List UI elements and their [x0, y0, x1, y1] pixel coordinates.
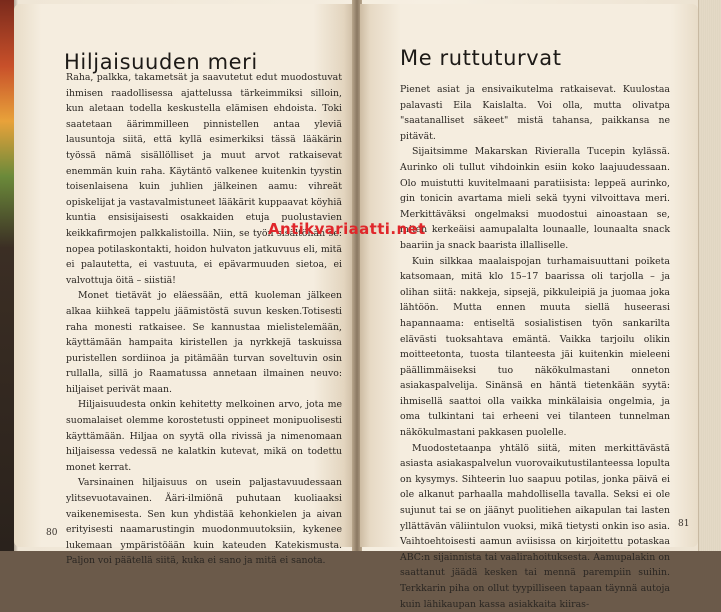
right-paragraph-1: Pienet asiat ja ensivaikutelma ratkaisevat. Kuulostaa palavasti Eila Kaislalta. Voi olla, mutta olivatpa "saatanalliset säkeet" mistä tahansa, paikkansa ne pitävät.: [400, 84, 670, 142]
right-paragraph-4: Muodostetaanpa yhtälö siitä, miten merkittävästä asiasta asiakaspalvelun vuorovaikutustilanteessa lopulta on kysymys. Sihteerin luo saapuu potilas, jonka päivä ei ole alkanut parhaalla mahdollisella tavalla. Seksi ei ole sujunut tai se on jäänyt puolitiehen aikapulan tai lasten yllättävän väliintulon vuoksi, mikä tietysti onkin iso asia. Vaihtoehtoisesti aamun aviisissa on kirjoitettu potaskaa ABC:n sijainnista tai vaalirahoituksesta. Aamupalakin on saattanut jäädä kesken tai mennä parempiin suihin. Terkkarin piha on ollut tyypilliseen tapaan täynnä autoja kuin lähikaupan kassa asiakkaita kiiras-: [400, 442, 670, 610]
left-paragraph-3: Hiljaisuudesta onkin kehitetty melkoinen arvo, jota me suomalaiset olemme korostetusti oppineet monipuolisesti käyttämään. Hiljaa on syytä olla rivissä ja nimenomaan hiljaisessa vedessä ne kalatkin kutevat, mikä on todettu monet kerrat.: [66, 399, 342, 473]
right-page-title: Me ruttuturvat: [400, 46, 562, 70]
left-page-body: [66, 70, 342, 569]
book-cover-edge: [0, 0, 14, 551]
right-page: [360, 4, 698, 610]
left-paragraph-1: Raha, palkka, takametsät ja saavutetut edut muodostuvat ihmisen raadollisessa ajattelussa tärkeimmiksi silloin, kun aletaan todella keskustella elämisen ehdoista. Toki saatetaan äärimmilleen pinnistellen antaa yleviä lausuntoja siitä, että kyllä esimerkiksi tässä lääkärin työssä nämä sisällölliset ja muut arvot ratkaisevat enemmän kuin raha. Käytäntö valkenee kuitenkin tyystin toisenlaisena kuin juhlien jälkeinen aamu: vihreät opiskelijat ja vastavalmistuneet lääkärit kuppaavat köyhiä kuntia ensisijaisesti osakkaiden etuja puolustavien keikkafirmojen palkkalistoilla. Niin, se työn sisältöhän se: nopea potilaskontakti, hoidon hulvaton jatkuvuus eli, mitä ei palautetta, ei vastuuta, ei epävarmuuden sietoa, ei valvottuja öitä – siistiä!: [66, 72, 342, 286]
left-page-number: 80: [46, 528, 58, 538]
right-paragraph-2: Sijaitsimme Makarskan Rivieralla Tucepin kylässä. Aurinko oli tullut vihdoinkin esiin koko laajuudessaan. Olo muistutti kuvitelmaani paratiisista: leppeä aurinko, gin tonicin avartama mieli sekä tyyni vilvoittava meri. Merkittäväksi ongelmaksi muodostui ainoastaan se, miten kerkeäisi aamupalalta lounaalle, lounaalta snack baariin ja snack baarista illalliselle.: [400, 146, 670, 251]
left-page: [14, 4, 354, 567]
page-edges: [698, 0, 721, 551]
left-paragraph-2: Monet tietävät jo eläessään, että kuoleman jälkeen alkaa kiihkeä tappelu jäämistöstä suvun kesken.Totisesti raha monesti ratkaisee. Se kannustaa mielistelemään, käyttämään hampaita kiristellen ja nyrkkejä taskuissa puristellen sordiinoa ja pitämään turvan soveltuvin osin rullalla, sillä jo Raamatussa annetaan ilmainen neuvo: hiljaiset perivät maan.: [66, 290, 342, 395]
right-page-number: 81: [678, 519, 690, 529]
left-paragraph-4: Varsinainen hiljaisuus on usein paljastavuudessaan ylitsevuotavainen. Ääri-ilmiönä puhutaan kuoliaaksi vaikenemisesta. Sen kun yhdistää kehonkielen ja aivan erityisesti naamarustingin muodonmuutoksiin, kykenee lukemaan ympäristöään kuin kateuden Katekismusta. Paljon voi päätellä siitä, kuka ei sano ja mitä ei sanota.: [66, 477, 342, 567]
left-page-title: Hiljaisuuden meri: [64, 50, 258, 74]
right-paragraph-3: Kuin silkkaa maalaispojan turhamaisuuttani poiketa katsomaan, mitä klo 15–17 baarissa oli tarjolla – ja olihan siitä: nakkeja, sipsejä, pikkuleipiä ja juomaa joka lähtöön. Mutta ennen muuta siellä huseerasi hapannaama: entiseltä sosialistisen työn sankarilta elävästi tuoksahtava emäntä. Vaikka tarjoilu olikin moitteetonta, tuosta tilanteesta jäi kuitenkin mieleeni päällimmäiseksi tuo näkökulmastani onneton asiakaspalvelija. Sinänsä en häntä tietenkään syytä: ihmisellä saattoi olla vaikka minkälaisia ongelmia, ja oma tulkintani tai erheeni vei tilanteen tunnelman näkökulmastani pakkasen puolelle.: [400, 255, 670, 439]
watermark: Antikvariaatti.net: [268, 220, 426, 238]
right-page-body: [400, 82, 670, 612]
